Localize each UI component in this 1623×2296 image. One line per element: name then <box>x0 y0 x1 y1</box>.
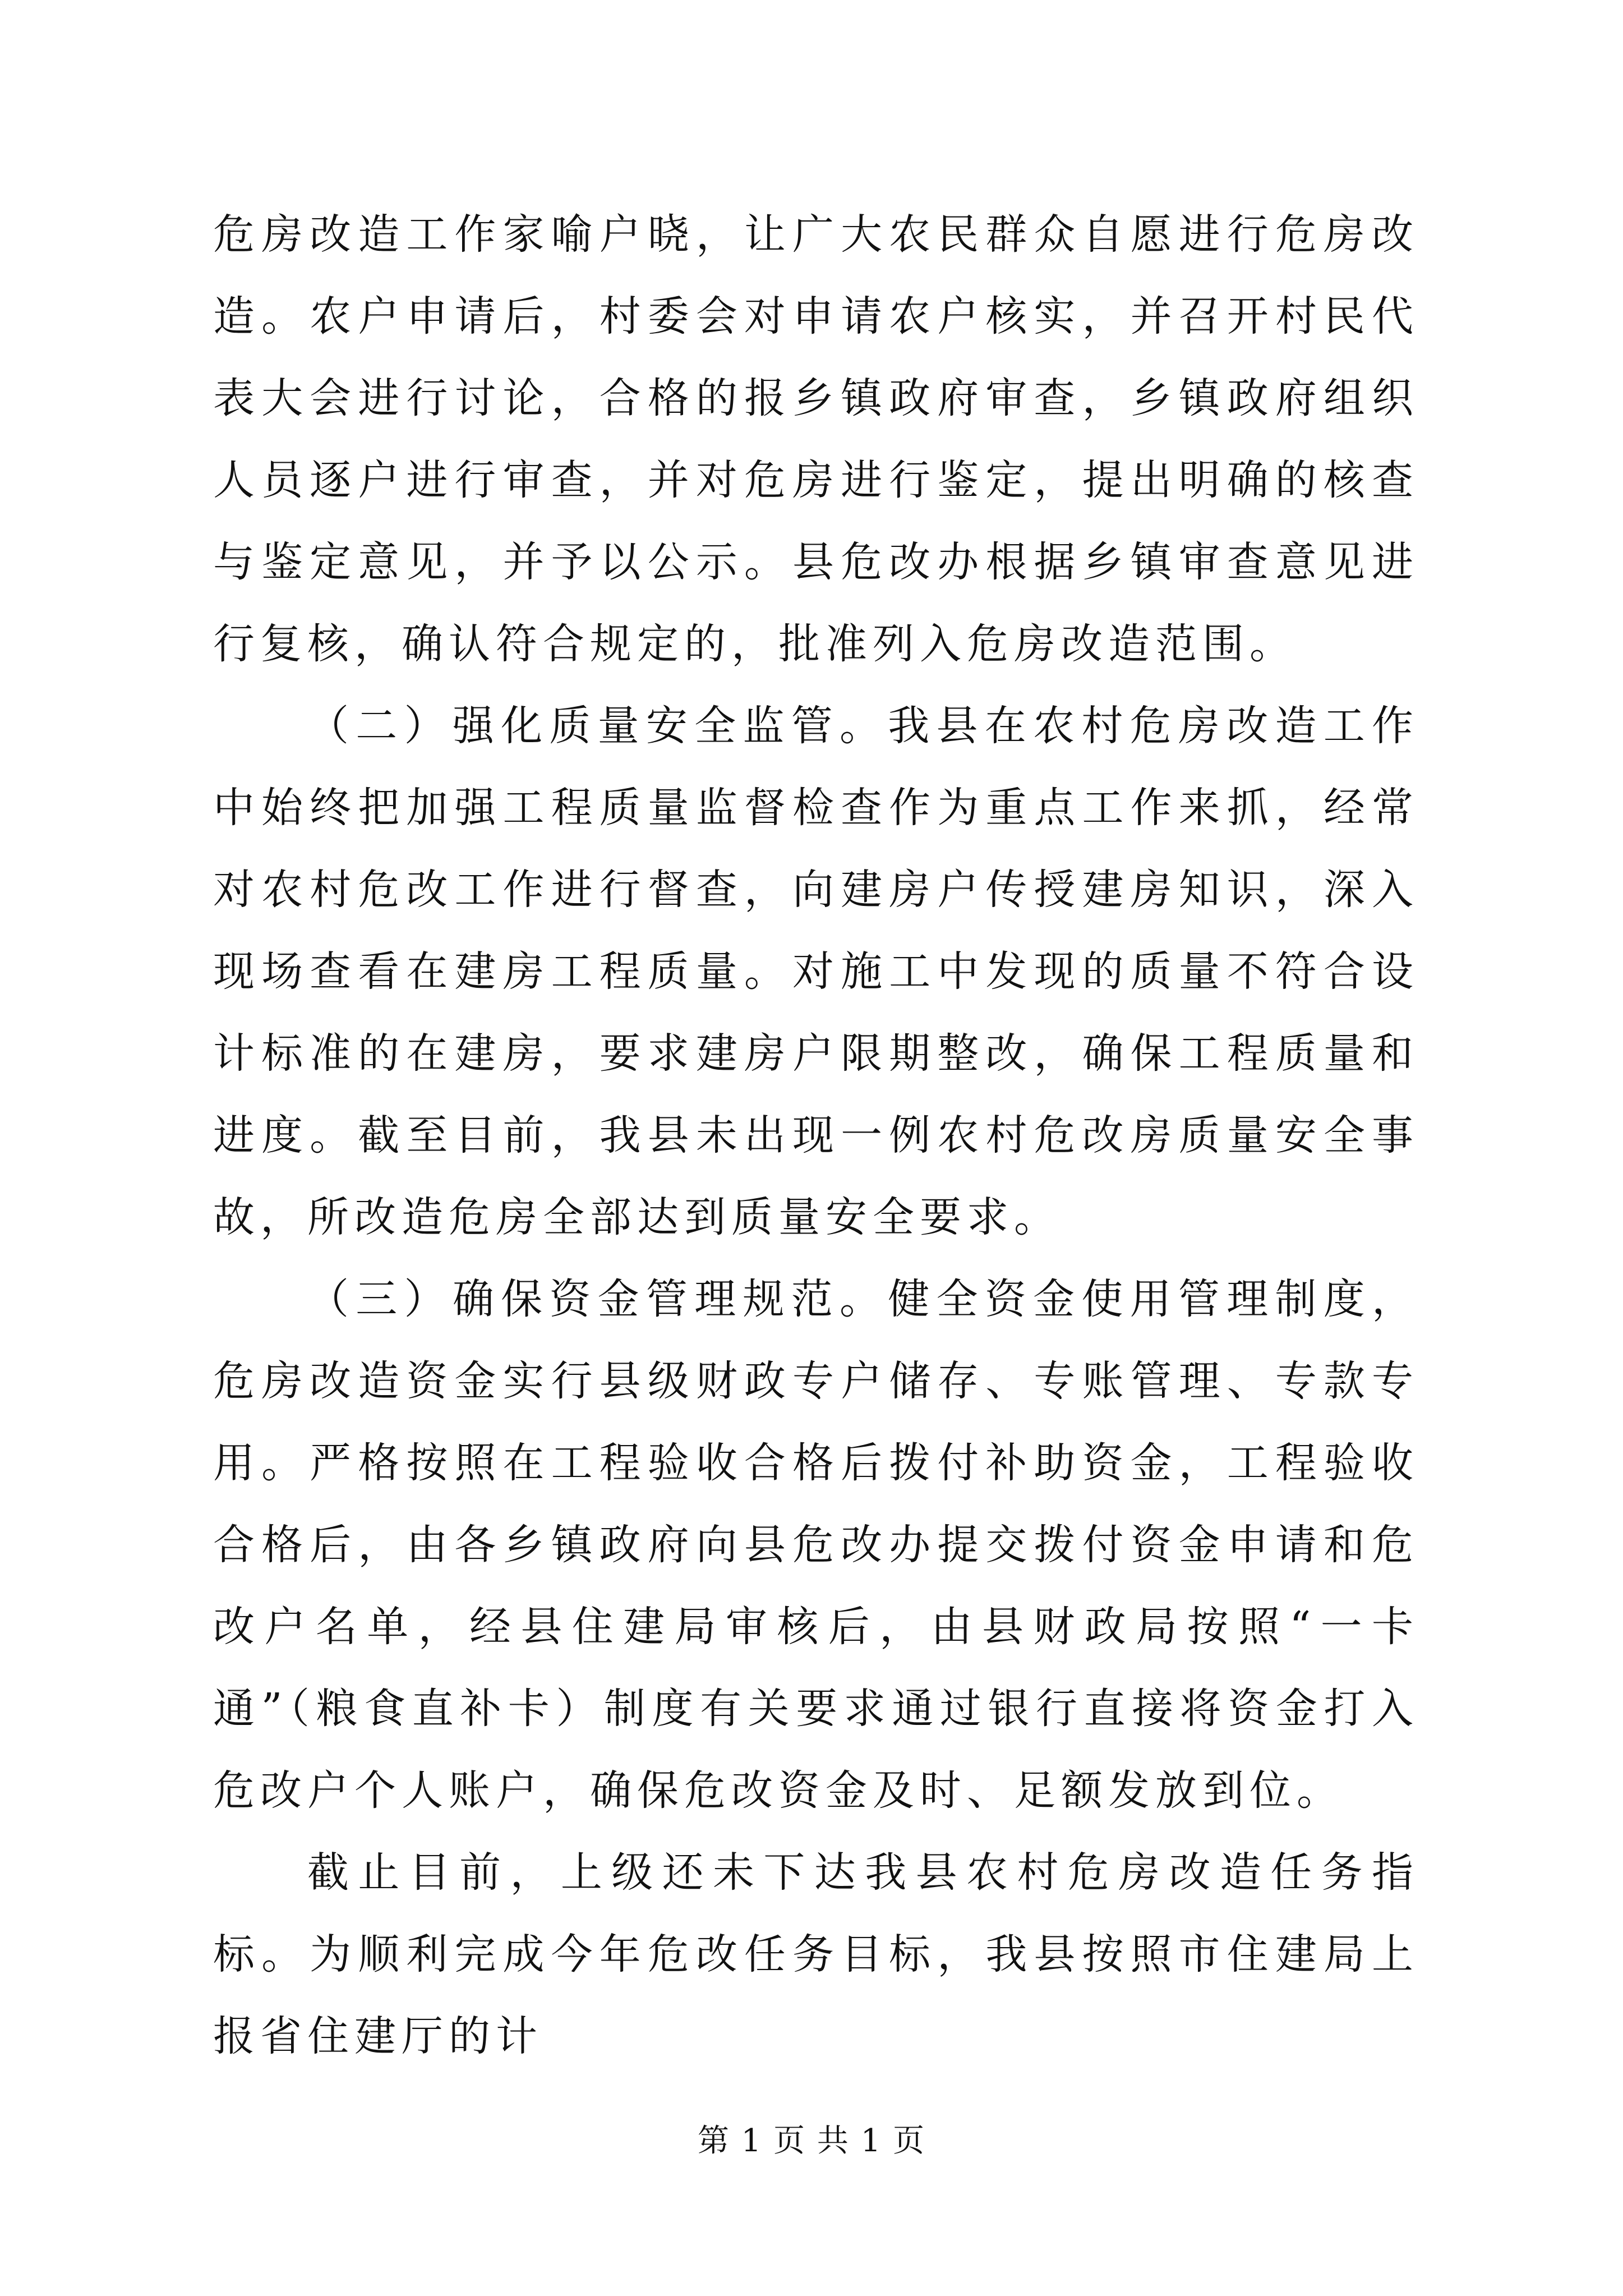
paragraph-task-target: 截止目前，上级还未下达我县农村危房改造任务指标。为顺利完成今年危改任务目标，我县按照市住建局上报省住建厅的计 <box>213 1848 1419 2060</box>
document-body <box>213 194 1419 2077</box>
paragraph-continuation: 危房改造工作家喻户晓，让广大农民群众自愿进行危房改造。农户申请后，村委会对申请农户核实，并召开村民代表大会进行讨论，合格的报乡镇政府审查，乡镇政府组织人员逐户进行审查，并对危房进行鉴定，提出明确的核查与鉴定意见，并予以公示。县危改办根据乡镇审查意见进行复核，确认符合规定的，批准列入危房改造范围。 <box>213 210 1419 668</box>
paragraph-fund-management: （三）确保资金管理规范。健全资金使用管理制度，危房改造资金实行县级财政专户储存、专账管理、专款专用。严格按照在工程验收合格后拨付补助资金，工程验收合格后，由各乡镇政府向县危改办提交拨付资金申请和危改户名单，经县住建局审核后，由县财政局按照“一卡通”（粮食直补卡）制度有关要求通过银行直接将资金打入危改户个人账户，确保危改资金及时、足额发放到位。 <box>213 1275 1419 1815</box>
page-footer: 第 1 页 共 1 页 <box>697 2123 926 2159</box>
paragraph-quality-safety: （二）强化质量安全监管。我县在农村危房改造工作中始终把加强工程质量监督检查作为重点工作来抓，经常对农村危改工作进行督查，向建房户传授建房知识，深入现场查看在建房工程质量。对施工中发现的质量不符合设计标准的在建房，要求建房户限期整改，确保工程质量和进度。截至目前，我县未出现一例农村危改房质量安全事故，所改造危房全部达到质量安全要求。 <box>213 702 1419 1241</box>
